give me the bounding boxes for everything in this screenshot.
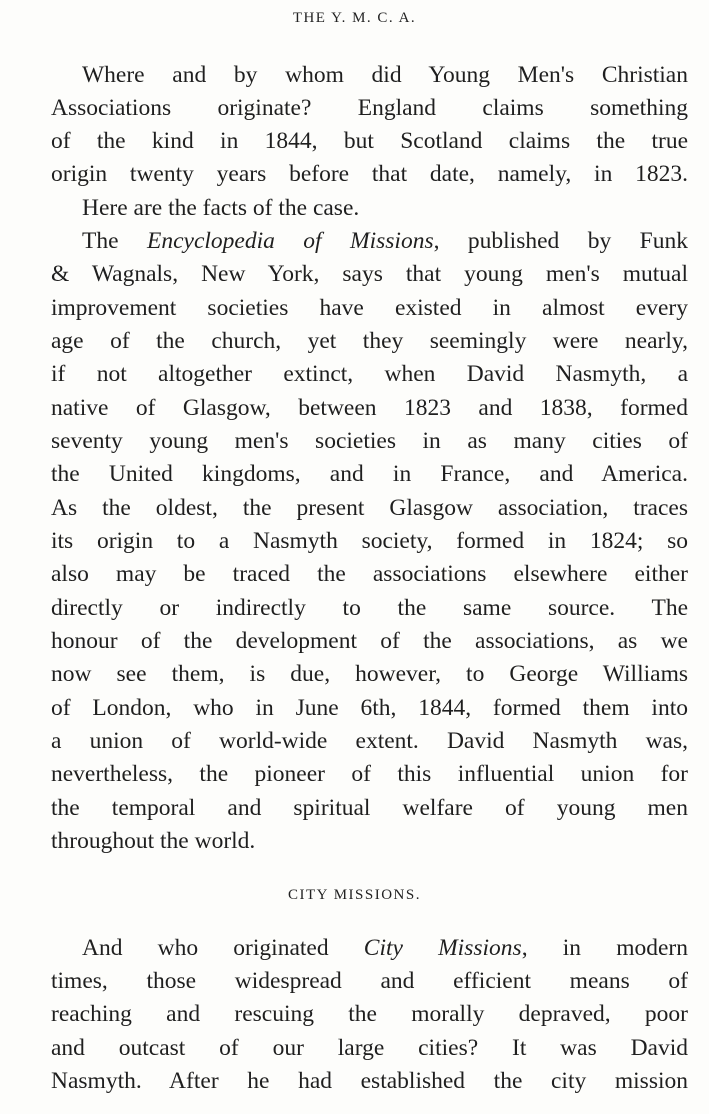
text-line: nevertheless, the pioneer of this influential union for	[51, 761, 688, 787]
text-line: now see them, is due, however, to George Williams	[51, 661, 688, 687]
text-line: native of Glasgow, between 1823 and 1838, formed	[51, 395, 688, 421]
text-line: & Wagnals, New York, says that young men's mutual	[51, 261, 688, 287]
text-fragment: The	[82, 228, 147, 254]
text-line: of the kind in 1844, but Scotland claims the true	[51, 128, 688, 154]
text-line: of London, who in June 6th, 1844, formed them into	[51, 695, 688, 721]
text-fragment: , in modern	[521, 935, 688, 961]
section-heading: CITY MISSIONS.	[288, 887, 421, 903]
term-italic: City Missions	[363, 935, 522, 961]
running-title: THE Y. M. C. A.	[292, 10, 417, 26]
book-title-italic: Encyclopedia of Missions	[146, 228, 434, 254]
text-line: seventy young men's societies in as many cities of	[51, 428, 688, 454]
text-line: the temporal and spiritual welfare of young men	[51, 795, 688, 821]
text-line: if not altogether extinct, when David Nasmyth, a	[51, 361, 688, 387]
text-line: reaching and rescuing the morally depraved, poor	[51, 1001, 688, 1027]
text-line: times, those widespread and efficient means of	[51, 968, 688, 994]
text-line	[82, 932, 688, 965]
text-line: Nasmyth. After he had established the city mission	[51, 1068, 688, 1094]
text-line: As the oldest, the present Glasgow association, traces	[51, 495, 688, 521]
text-line: throughout the world.	[51, 828, 256, 854]
text-line: and outcast of our large cities? It was David	[51, 1035, 688, 1061]
text-line: Associations originate? England claims something	[51, 95, 688, 121]
text-fragment: And who originated	[82, 935, 364, 961]
text-line: improvement societies have existed in almost every	[51, 295, 688, 321]
text-line: Here are the facts of the case.	[82, 195, 360, 221]
text-line: the United kingdoms, and in France, and America.	[51, 461, 688, 487]
text-line: age of the church, yet they seemingly were nearly,	[51, 328, 688, 354]
text-line: a union of world-wide extent. David Nasmyth was,	[51, 728, 688, 754]
text-line	[82, 225, 688, 258]
text-line: origin twenty years before that date, namely, in 1823.	[51, 161, 688, 187]
text-fragment: , published by Funk	[433, 228, 688, 254]
text-line: its origin to a Nasmyth society, formed in 1824; so	[51, 528, 688, 554]
text-line: also may be traced the associations elsewhere either	[51, 561, 688, 587]
text-line: Where and by whom did Young Men's Christian	[82, 62, 688, 88]
text-line: directly or indirectly to the same source. The	[51, 595, 688, 621]
text-line: honour of the development of the associations, as we	[51, 628, 688, 654]
